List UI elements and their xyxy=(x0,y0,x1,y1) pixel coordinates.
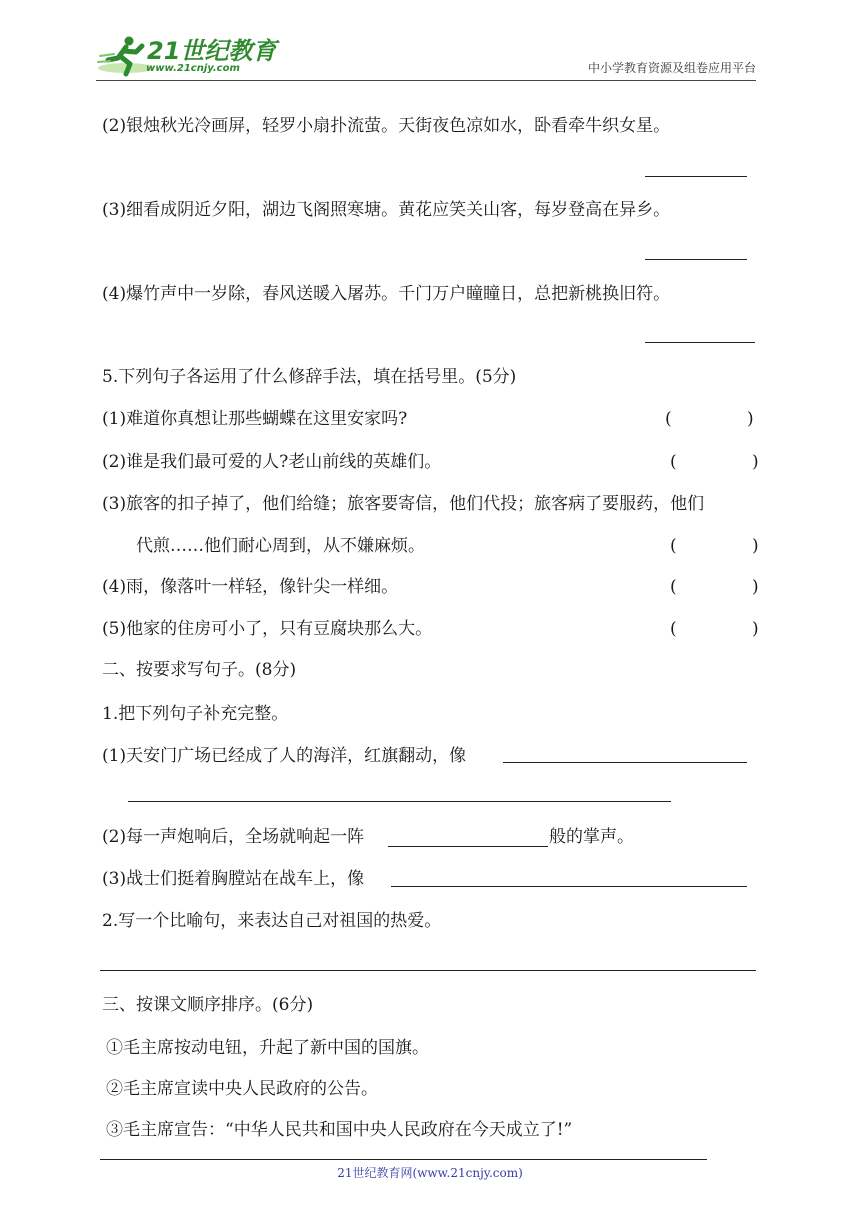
rhetoric-item-3-line-2: 代煎……他们耐心周到，从不嫌麻烦。 xyxy=(136,536,425,556)
rhetoric-item-4: (4)雨，像落叶一样轻，像针尖一样细。 xyxy=(102,577,399,597)
section-3-title: 三、按课文顺序排序。(6分) xyxy=(102,995,314,1015)
answer-blank-sentence-1[interactable] xyxy=(503,762,747,763)
complete-sentence-2: (2)每一声炮响后，全场就响起一阵 xyxy=(102,827,365,847)
order-item-1: ①毛主席按动电钮，升起了新中国的国旗。 xyxy=(106,1038,429,1058)
logo-url: www.21cnjy.com xyxy=(146,63,240,74)
poem-line-4: (4)爆竹声中一岁除，春风送暖入屠苏。千门万户瞳瞳日，总把新桃换旧符。 xyxy=(102,284,671,304)
rhetoric-item-3-line-1: (3)旅客的扣子掉了，他们给缝；旅客要寄信，他们代投；旅客病了要服药，他们 xyxy=(102,494,705,514)
answer-blank-sentence-1-continued[interactable] xyxy=(128,801,671,802)
poem-line-3: (3)细看成阴近夕阳，湖边飞阁照寒塘。黄花应笑关山客，每岁登高在异乡。 xyxy=(102,200,671,220)
answer-blank-metaphor[interactable] xyxy=(100,970,756,971)
order-item-3: ③毛主席宣告：“中华人民共和国中央人民政府在今天成立了!” xyxy=(106,1120,573,1140)
poem-line-2: (2)银烛秋光冷画屏，轻罗小扇扑流萤。天街夜色凉如水，卧看牵牛织女星。 xyxy=(102,116,671,136)
answer-blank-sentence-2[interactable] xyxy=(388,846,548,847)
rhetoric-item-2: (2)谁是我们最可爱的人?老山前线的英雄们。 xyxy=(102,452,442,472)
answer-blank-poem-4[interactable] xyxy=(645,342,755,343)
logo-title: 21世纪教育 xyxy=(147,37,277,65)
answer-blank-poem-2[interactable] xyxy=(645,176,747,177)
section-2-title: 二、按要求写句子。(8分) xyxy=(102,660,297,680)
answer-blank-sentence-3[interactable] xyxy=(391,886,747,887)
complete-sentence-1: (1)天安门广场已经成了人的海洋，红旗翻动，像 xyxy=(102,746,467,766)
order-item-2: ②毛主席宣读中央人民政府的公告。 xyxy=(106,1079,378,1099)
answer-blank-poem-3[interactable] xyxy=(645,259,747,260)
header-divider xyxy=(96,80,756,81)
rhetoric-item-5: (5)他家的住房可小了，只有豆腐块那么大。 xyxy=(102,619,433,639)
footer-source: 21世纪教育网(www.21cnjy.com) xyxy=(337,1166,523,1180)
complete-sentence-3: (3)战士们挺着胸膛站在战车上，像 xyxy=(102,869,365,889)
section-2-question-1-title: 1.把下列句子补充完整。 xyxy=(102,704,289,724)
section-2-question-2-title: 2.写一个比喻句，来表达自己对祖国的热爱。 xyxy=(102,911,442,931)
footer-divider xyxy=(100,1159,707,1160)
platform-name: 中小学教育资源及组卷应用平台 xyxy=(587,61,756,75)
complete-sentence-2-end: 般的掌声。 xyxy=(549,827,634,847)
rhetoric-item-1: (1)难道你真想让那些蝴蝶在这里安家吗? xyxy=(102,409,408,429)
question-5-title: 5.下列句子各运用了什么修辞手法，填在括号里。(5分) xyxy=(102,367,517,387)
